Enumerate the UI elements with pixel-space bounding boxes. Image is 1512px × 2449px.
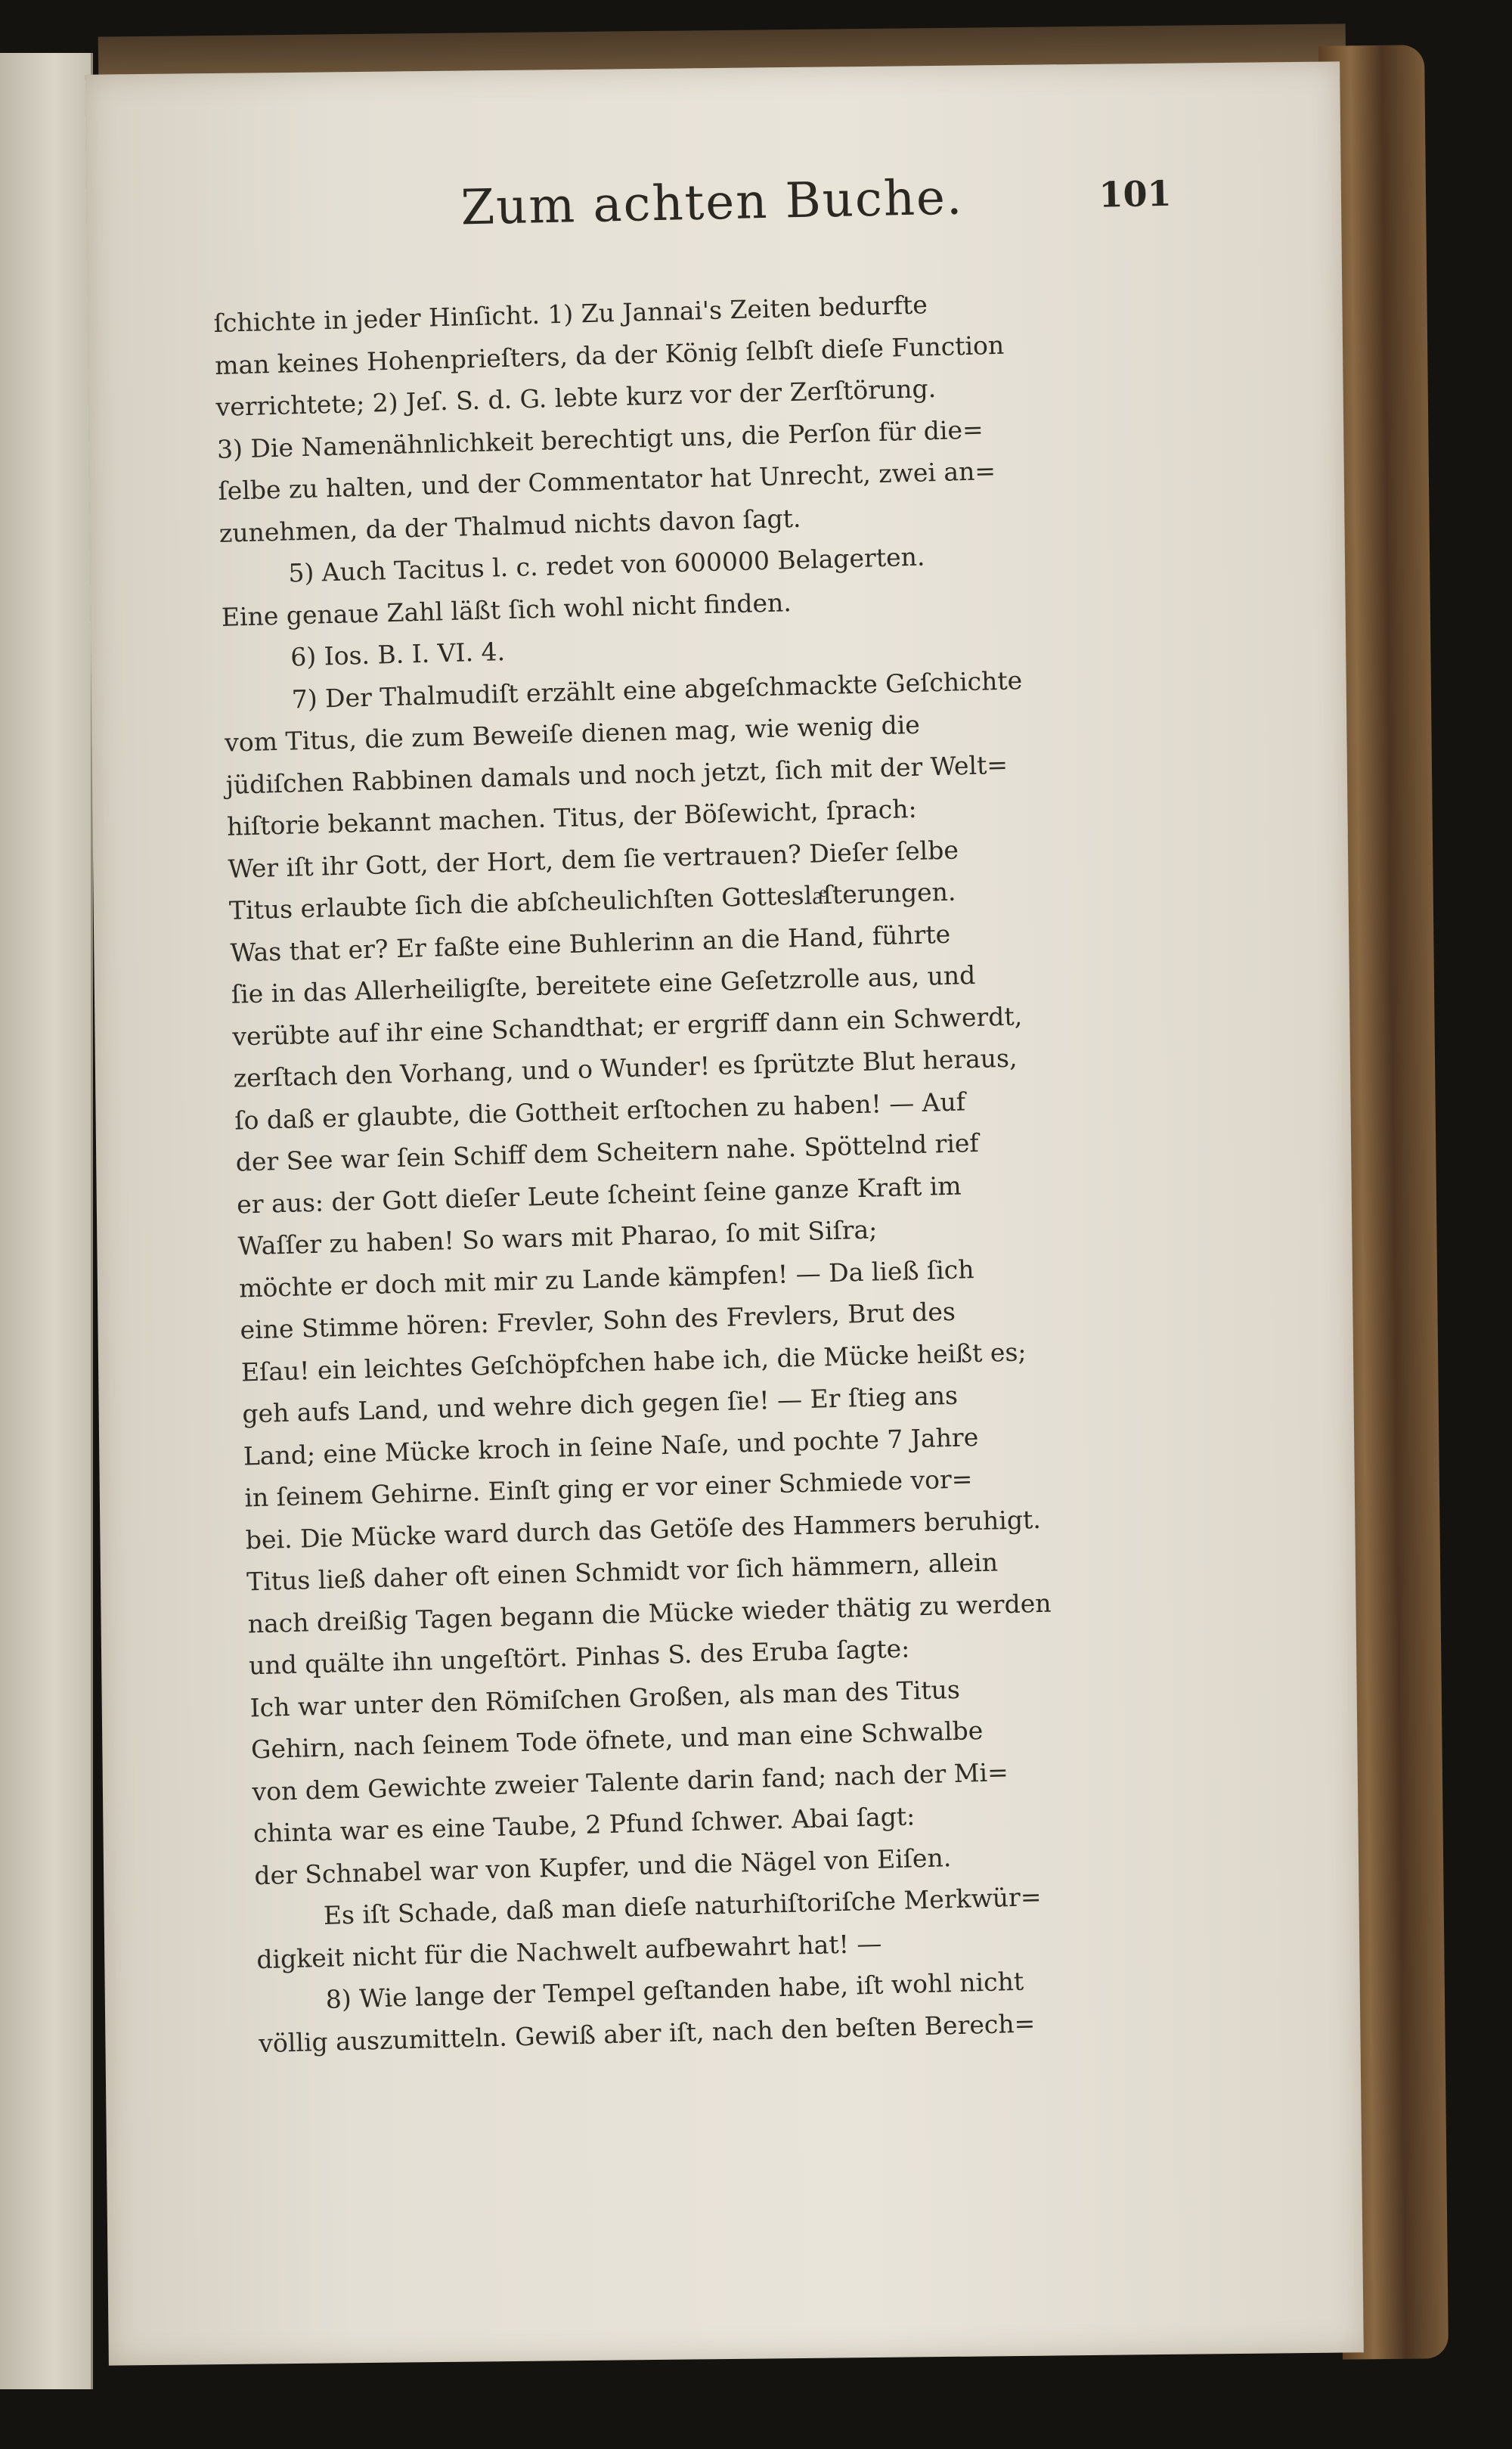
text-line: ſo daß er glaubte, die Gottheit erſtochen zu haben! — Auf xyxy=(234,1086,966,1136)
text-line: 7) Der Thalmudiſt erzählt eine abgeſchmackte Geſchichte xyxy=(291,665,1023,714)
text-line: Es iſt Schade, daß man dieſe naturhiſtoriſche Merkwür= xyxy=(323,1882,1042,1930)
text-line: der Schnabel war von Kupfer, und die Nägel von Eiſen. xyxy=(253,1842,952,1890)
page-number: 101 xyxy=(1098,172,1173,215)
text-line: verübte auf ihr eine Schandthat; er ergriff dann ein Schwerdt, xyxy=(231,1000,1023,1052)
text-line: hiſtorie bekannt machen. Titus, der Böſewicht, ſprach: xyxy=(226,793,918,842)
page-header xyxy=(355,166,1173,266)
running-title: Zum achten Buche. xyxy=(460,169,964,237)
text-line: ſchichte in jeder Hinſicht. 1) Zu Jannai's Zeiten bedurfte xyxy=(213,290,928,338)
text-line: ſelbe zu halten, und der Commentator hat Unrecht, zwei an= xyxy=(218,455,996,506)
text-line: Waſſer zu haben! So wars mit Pharao, ſo mit Siſra; xyxy=(237,1214,878,1261)
text-line: und quälte ihn ungeſtört. Pinhas S. des Eruba ſagte: xyxy=(248,1633,910,1681)
text-line: zerſtach den Vorhang, und o Wunder! es ſprützte Blut heraus, xyxy=(233,1043,1018,1093)
text-line: eine Stimme hören: Frevler, Sohn des Frevlers, Brut des xyxy=(240,1296,956,1345)
text-line: man keines Hohenprieſters, da der König ſelbſt dieſe Function xyxy=(214,330,1005,380)
text-line: chinta war es eine Taube, 2 Pfund ſchwer. Abai ſagt: xyxy=(253,1801,916,1849)
text-line: jüdiſchen Rabbinen damals und noch jetzt, ſich mit der Welt= xyxy=(225,749,1009,800)
text-line: er aus: der Gott dieſer Leute ſcheint ſeine ganze Kraft im xyxy=(236,1170,962,1220)
text-line: Titus erlaubte ſich die abſcheulichſten Gotteslaͤſterungen. xyxy=(228,876,956,925)
text-line: 3) Die Namenähnlichkeit berechtigt uns, die Perſon für die= xyxy=(216,414,984,464)
text-line: 6) Ios. B. I. VI. 4. xyxy=(290,637,506,672)
text-line: 8) Wie lange der Tempel geſtanden habe, iſt wohl nicht xyxy=(325,1966,1024,2014)
text-line: nach dreißig Tagen begann die Mücke wieder thätig zu werden xyxy=(247,1588,1052,1638)
text-line: vom Titus, die zum Beweiſe dienen mag, wie wenig die xyxy=(224,709,921,758)
text-line: völlig auszumitteln. Gewiß aber iſt, nach den beſten Berech= xyxy=(258,2007,1036,2058)
text-line: verrichtete; 2) Jeſ. S. d. G. lebte kurz vor der Zerſtörung. xyxy=(215,374,937,422)
text-line: von dem Gewichte zweier Talente darin fand; nach der Mi= xyxy=(252,1756,1009,1806)
text-line: bei. Die Mücke ward durch das Getöſe des Hammers beruhigt. xyxy=(245,1504,1042,1555)
text-line: Eine genaue Zahl läßt ſich wohl nicht finden. xyxy=(221,587,792,632)
text-line: Was that er? Er faßte eine Buhlerinn an die Hand, führte xyxy=(230,919,951,968)
facing-page-edge xyxy=(0,53,93,2389)
text-line: geh aufs Land, und wehre dich gegen ſie! — Er ſtieg ans xyxy=(241,1380,959,1429)
text-line: in ſeinem Gehirne. Einſt ging er vor einer Schmiede vor= xyxy=(243,1464,973,1513)
text-line: Ich war unter den Römiſchen Großen, als man des Titus xyxy=(249,1674,961,1722)
text-line: Titus ließ daher oft einen Schmidt vor ſich hämmern, allein xyxy=(246,1547,999,1597)
text-line: möchte er doch mit mir zu Lande kämpfen! — Da ließ ſich xyxy=(238,1254,974,1304)
text-line: Gehirn, nach ſeinem Tode öfnete, und man eine Schwalbe xyxy=(250,1715,984,1765)
text-line: Wer iſt ihr Gott, der Hort, dem ſie vertrauen? Dieſer ſelbe xyxy=(228,834,959,884)
text-line: Land; eine Mücke kroch in ſeine Naſe, und pochte 7 Jahre xyxy=(243,1421,979,1471)
text-line: der See war ſein Schiff dem Scheitern nahe. Spöttelnd rief xyxy=(235,1127,980,1177)
text-line: Eſau! ein leichtes Geſchöpfchen habe ich, die Mücke heißt es; xyxy=(240,1336,1027,1387)
text-line: zunehmen, da der Thalmud nichts davon ſagt. xyxy=(218,503,801,548)
text-line: 5) Auch Tacitus l. c. redet von 600000 Belagerten. xyxy=(287,541,925,588)
text-line: ſie in das Allerheiligſte, bereitete eine Geſetzrolle aus, und xyxy=(231,959,976,1009)
body-text xyxy=(213,277,1212,2064)
text-line: digkeit nicht für die Nachwelt aufbewahrt hat! — xyxy=(256,1928,882,1974)
